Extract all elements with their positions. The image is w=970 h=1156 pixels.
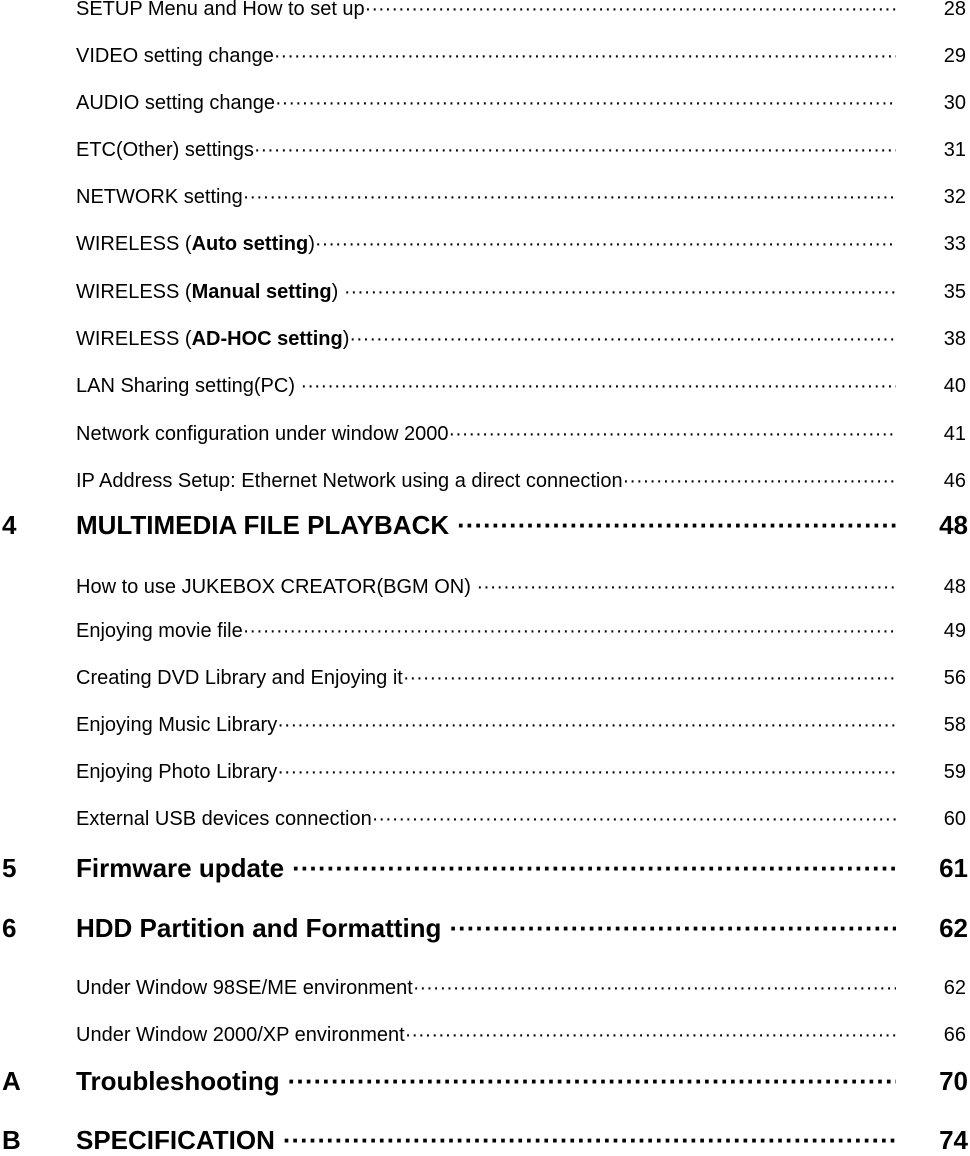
entry-title-text: SETUP Menu and How to set up xyxy=(76,0,365,20)
entry-title xyxy=(76,576,896,599)
page-number: 58 xyxy=(943,714,966,736)
page-number: 74 xyxy=(939,1125,968,1155)
dot-leader xyxy=(349,328,896,351)
page-number: 28 xyxy=(943,0,966,20)
dot-leader xyxy=(274,45,896,68)
entry-title-text: VIDEO setting change xyxy=(76,45,274,67)
entry-title-text: Creating DVD Library and Enjoying it xyxy=(76,667,403,689)
entry-title-text: WIRELESS ( xyxy=(76,281,192,303)
page-number: 59 xyxy=(943,761,966,783)
entry-title xyxy=(76,423,896,446)
entry-title xyxy=(76,281,896,304)
entry-title-text: MULTIMEDIA FILE PLAYBACK xyxy=(76,510,450,540)
page-number: 48 xyxy=(939,510,968,540)
entry-title-text: Under Window 2000/XP environment xyxy=(76,1024,405,1046)
entry-title-text: Troubleshooting xyxy=(76,1066,280,1096)
entry-title-text: How to use JUKEBOX CREATOR(BGM ON) xyxy=(76,576,477,598)
entry-title-text: Firmware update xyxy=(76,853,285,883)
page-number: 56 xyxy=(943,667,966,689)
entry-title-text: Enjoying Music Library xyxy=(76,714,278,736)
entry-title-text: ETC(Other) settings xyxy=(76,139,254,161)
entry-title-text: ) xyxy=(342,328,350,350)
entry-title-text: LAN Sharing setting(PC) xyxy=(76,375,301,397)
entry-title xyxy=(76,1125,896,1156)
entry-title-text: ) xyxy=(308,233,315,255)
entry-title-text: Manual setting xyxy=(191,281,332,303)
dot-leader xyxy=(372,808,896,831)
page-number: 62 xyxy=(943,977,966,999)
page-number: 38 xyxy=(943,328,966,350)
dot-leader xyxy=(448,423,896,446)
page-number: 33 xyxy=(943,233,966,255)
entry-title-text: HDD Partition and Formatting xyxy=(76,913,442,943)
entry-title xyxy=(76,667,896,690)
entry-title-text: SPECIFICATION xyxy=(76,1125,275,1155)
dot-leader xyxy=(403,667,896,690)
dot-leader xyxy=(277,714,896,737)
dot-leader xyxy=(243,620,896,643)
entry-title xyxy=(76,714,896,737)
entry-title-text: Under Window 98SE/ME environment xyxy=(76,977,413,999)
entry-title xyxy=(76,92,896,115)
entry-title xyxy=(76,233,896,256)
page-number: 30 xyxy=(943,92,966,114)
entry-title-text: Auto setting xyxy=(191,233,309,255)
entry-title-text: IP Address Setup: Ethernet Network using a direct connection xyxy=(76,470,623,492)
chapter-number: 6 xyxy=(2,913,17,943)
entry-title-text: NETWORK setting xyxy=(76,186,243,208)
dot-leader xyxy=(301,375,896,398)
dot-leader xyxy=(365,0,896,21)
page-number: 66 xyxy=(943,1024,966,1046)
entry-title xyxy=(76,977,896,1000)
dot-leader xyxy=(243,186,896,209)
dot-leader xyxy=(277,761,896,784)
dot-leader xyxy=(457,510,896,541)
dot-leader xyxy=(292,853,896,884)
page-number: 49 xyxy=(943,620,966,642)
entry-title xyxy=(76,808,896,831)
entry-title xyxy=(76,510,896,541)
dot-leader xyxy=(623,470,896,493)
entry-title xyxy=(76,186,896,209)
entry-title-text: WIRELESS ( xyxy=(76,233,192,255)
dot-leader xyxy=(315,233,896,256)
entry-title-text: Enjoying Photo Library xyxy=(76,761,278,783)
entry-title-text: WIRELESS ( xyxy=(76,328,192,350)
page-number: 31 xyxy=(943,139,966,161)
page-number: 32 xyxy=(943,186,966,208)
page-number: 41 xyxy=(943,423,966,445)
dot-leader xyxy=(476,576,896,599)
entry-title xyxy=(76,1066,896,1097)
entry-title xyxy=(76,0,896,21)
entry-title xyxy=(76,375,896,398)
dot-leader xyxy=(254,139,896,162)
entry-title-text: AD-HOC setting xyxy=(191,328,343,350)
page-number: 46 xyxy=(943,470,966,492)
entry-title-text: Network configuration under window 2000 xyxy=(76,423,449,445)
page-number: 40 xyxy=(943,375,966,397)
entry-title xyxy=(76,1024,896,1047)
page-number: 48 xyxy=(943,576,966,598)
page-number: 35 xyxy=(943,281,966,303)
dot-leader xyxy=(405,1024,896,1047)
page-number: 62 xyxy=(939,913,968,943)
chapter-number: B xyxy=(2,1125,21,1155)
entry-title xyxy=(76,761,896,784)
chapter-number: 4 xyxy=(2,510,17,540)
entry-title xyxy=(76,45,896,68)
entry-title xyxy=(76,139,896,162)
dot-leader xyxy=(283,1125,896,1156)
entry-title-text: AUDIO setting change xyxy=(76,92,275,114)
entry-title-text: External USB devices connection xyxy=(76,808,372,830)
dot-leader xyxy=(344,281,896,304)
dot-leader xyxy=(449,913,896,944)
entry-title xyxy=(76,328,896,351)
entry-title-text: Enjoying movie file xyxy=(76,620,243,642)
dot-leader xyxy=(275,92,896,115)
entry-title-text: ) xyxy=(331,281,344,303)
entry-title xyxy=(76,853,896,884)
entry-title xyxy=(76,470,896,493)
page-number: 61 xyxy=(939,853,968,883)
chapter-number: 5 xyxy=(2,853,17,883)
entry-title xyxy=(76,620,896,643)
dot-leader xyxy=(413,977,896,1000)
page-number: 29 xyxy=(943,45,966,67)
entry-title xyxy=(76,913,896,944)
dot-leader xyxy=(288,1066,896,1097)
page-number: 60 xyxy=(943,808,966,830)
page-number: 70 xyxy=(939,1066,968,1096)
chapter-number: A xyxy=(2,1066,21,1096)
